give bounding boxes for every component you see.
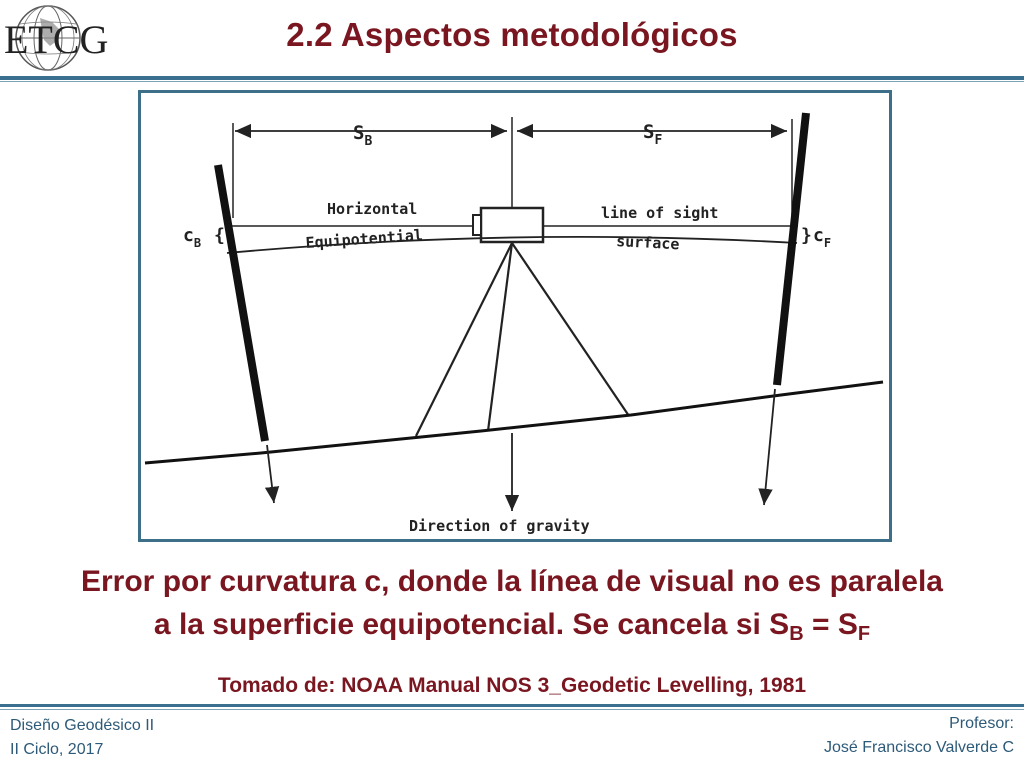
gravity-arrow-left bbox=[267, 445, 274, 503]
source-citation: Tomado de: NOAA Manual NOS 3_Geodetic Levelling, 1981 bbox=[217, 674, 807, 697]
course-info bbox=[10, 714, 154, 762]
tripod bbox=[416, 243, 629, 436]
leveling-diagram-svg bbox=[141, 93, 889, 539]
gravity-arrow-right bbox=[764, 389, 775, 505]
cf-label: $c_F$ bbox=[813, 225, 832, 250]
professor-name: José Francisco Valverde C bbox=[824, 739, 1014, 756]
leveling-diagram bbox=[138, 90, 892, 542]
footer-divider-thin bbox=[0, 709, 1024, 710]
cf-brace: } bbox=[801, 225, 812, 246]
backsight-rod bbox=[218, 165, 265, 441]
logo-text: ETCG bbox=[4, 17, 109, 62]
header-divider-thin bbox=[0, 81, 1024, 82]
equipotential-label: Equipotential bbox=[305, 225, 424, 252]
professor-label: Profesor: bbox=[949, 715, 1014, 732]
caption-line-2: a la superficie equipotencial. Se cancela si $S_B = S_F$ bbox=[153, 608, 871, 645]
gravity-label: Direction of gravity bbox=[409, 517, 590, 535]
caption-line-1: Error por curvatura c, donde la línea de visual no es paralela bbox=[81, 565, 943, 598]
professor-info bbox=[824, 712, 1014, 760]
course-cycle: II Ciclo, 2017 bbox=[10, 741, 104, 758]
header-divider bbox=[0, 76, 1024, 80]
caption bbox=[0, 560, 1024, 646]
footer-divider bbox=[0, 704, 1024, 707]
cb-brace: { bbox=[214, 225, 225, 246]
surface-label: surface bbox=[615, 232, 680, 254]
line-of-sight-label: line of sight bbox=[601, 204, 719, 222]
svg-text:SF: $S_F$ bbox=[643, 121, 663, 148]
svg-text:SB: $S_B$ bbox=[353, 122, 373, 149]
horizontal-label: Horizontal bbox=[327, 200, 418, 218]
cb-label: $c_B$ bbox=[183, 225, 202, 250]
course-name: Diseño Geodésico II bbox=[10, 717, 155, 734]
slide-title: 2.2 Aspectos metodológicos bbox=[286, 16, 738, 53]
